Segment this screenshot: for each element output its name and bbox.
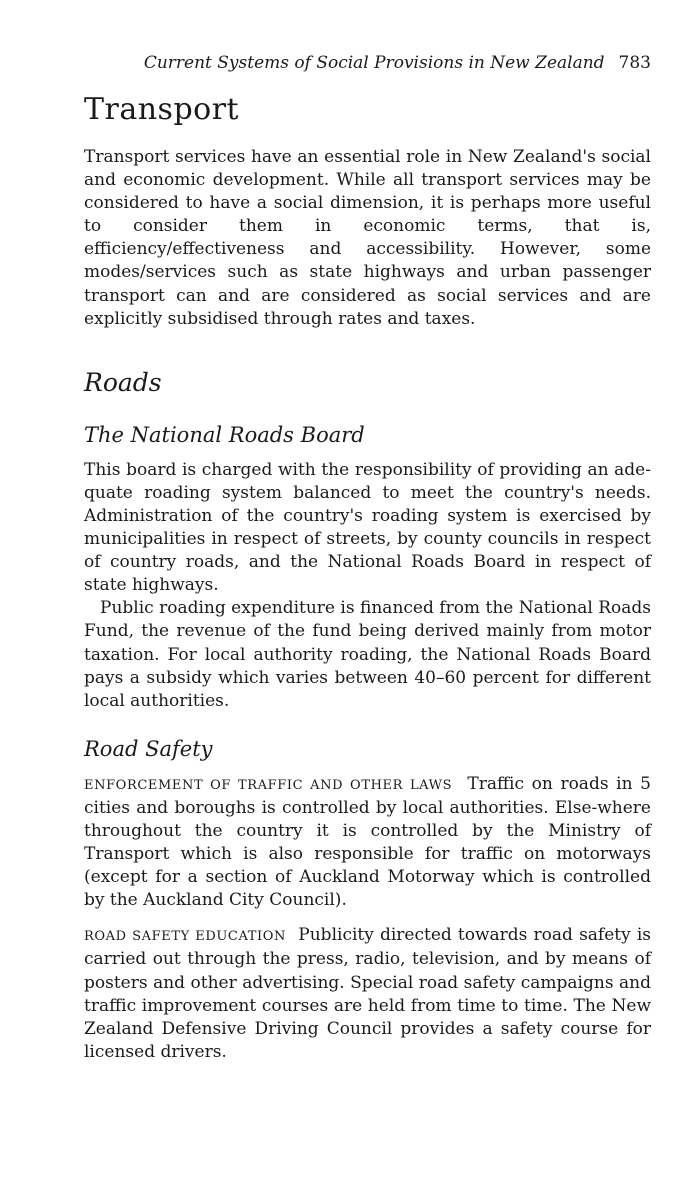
subsection-heading-national-roads-board: The National Roads Board: [84, 422, 365, 447]
document-page: [84, 52, 651, 1064]
page-number: 783: [618, 53, 651, 73]
run-in-heading-education: ROAD SAFETY EDUCATION: [84, 929, 286, 945]
running-head: [84, 52, 651, 74]
paragraph-enforcement: [84, 773, 651, 913]
enforcement-text: Traffic on roads in 5 cities and boroughs is controlled by local authorities. Else-where throughout the country it is controlled by the Ministry of Transport which is also responsible for traffic on motorways (except for a section of Auckland Motorway which is controlled by the Auckland City Council).: [84, 773, 651, 911]
education-text: Publicity directed towards road safety is carried out through the press, radio, television, and by means of posters and other advertising. Special road safety campaigns and traffic improvement courses are held from time to time. The New Zealand Defensive Driving Council provides a safety course for licensed drivers.: [84, 925, 652, 1062]
section-heading-roads: Roads: [84, 367, 162, 397]
chapter-title: Transport: [84, 92, 240, 127]
subsection-heading-road-safety: Road Safety: [84, 736, 213, 761]
paragraph-education: [84, 924, 651, 1064]
run-in-heading-enforcement: ENFORCEMENT OF TRAFFIC AND OTHER LAWS: [84, 777, 453, 793]
intro-paragraph: Transport services have an essential role in New Zealand's social and economic development. While all transport services may be considered to have a social dimension, it is perhaps more useful to consider them in economic terms, that is, efficiency/effectiveness and accessibility. However, some modes/services such as state highways and urban passenger transport can and are considered as social services and are explicitly subsidised through rates and taxes.: [84, 147, 651, 329]
running-head-title: Current Systems of Social Provisions in New Zealand: [143, 53, 605, 73]
paragraph-roads-board-2: Public roading expenditure is financed from the National Roads Fund, the revenue of the fund being derived mainly from motor taxation. For local authority roading, the National Roads Board pays a subsidy which varies between 40–60 percent for different local authorities.: [84, 598, 651, 711]
paragraph-roads-board-1: This board is charged with the responsibility of providing an ade-quate roading system balanced to meet the country's needs. Administration of the country's roading system is exercised by municipalities in respect of streets, by county councils in respect of country roads, and the National Roads Board in respect of state highways.: [84, 459, 651, 596]
